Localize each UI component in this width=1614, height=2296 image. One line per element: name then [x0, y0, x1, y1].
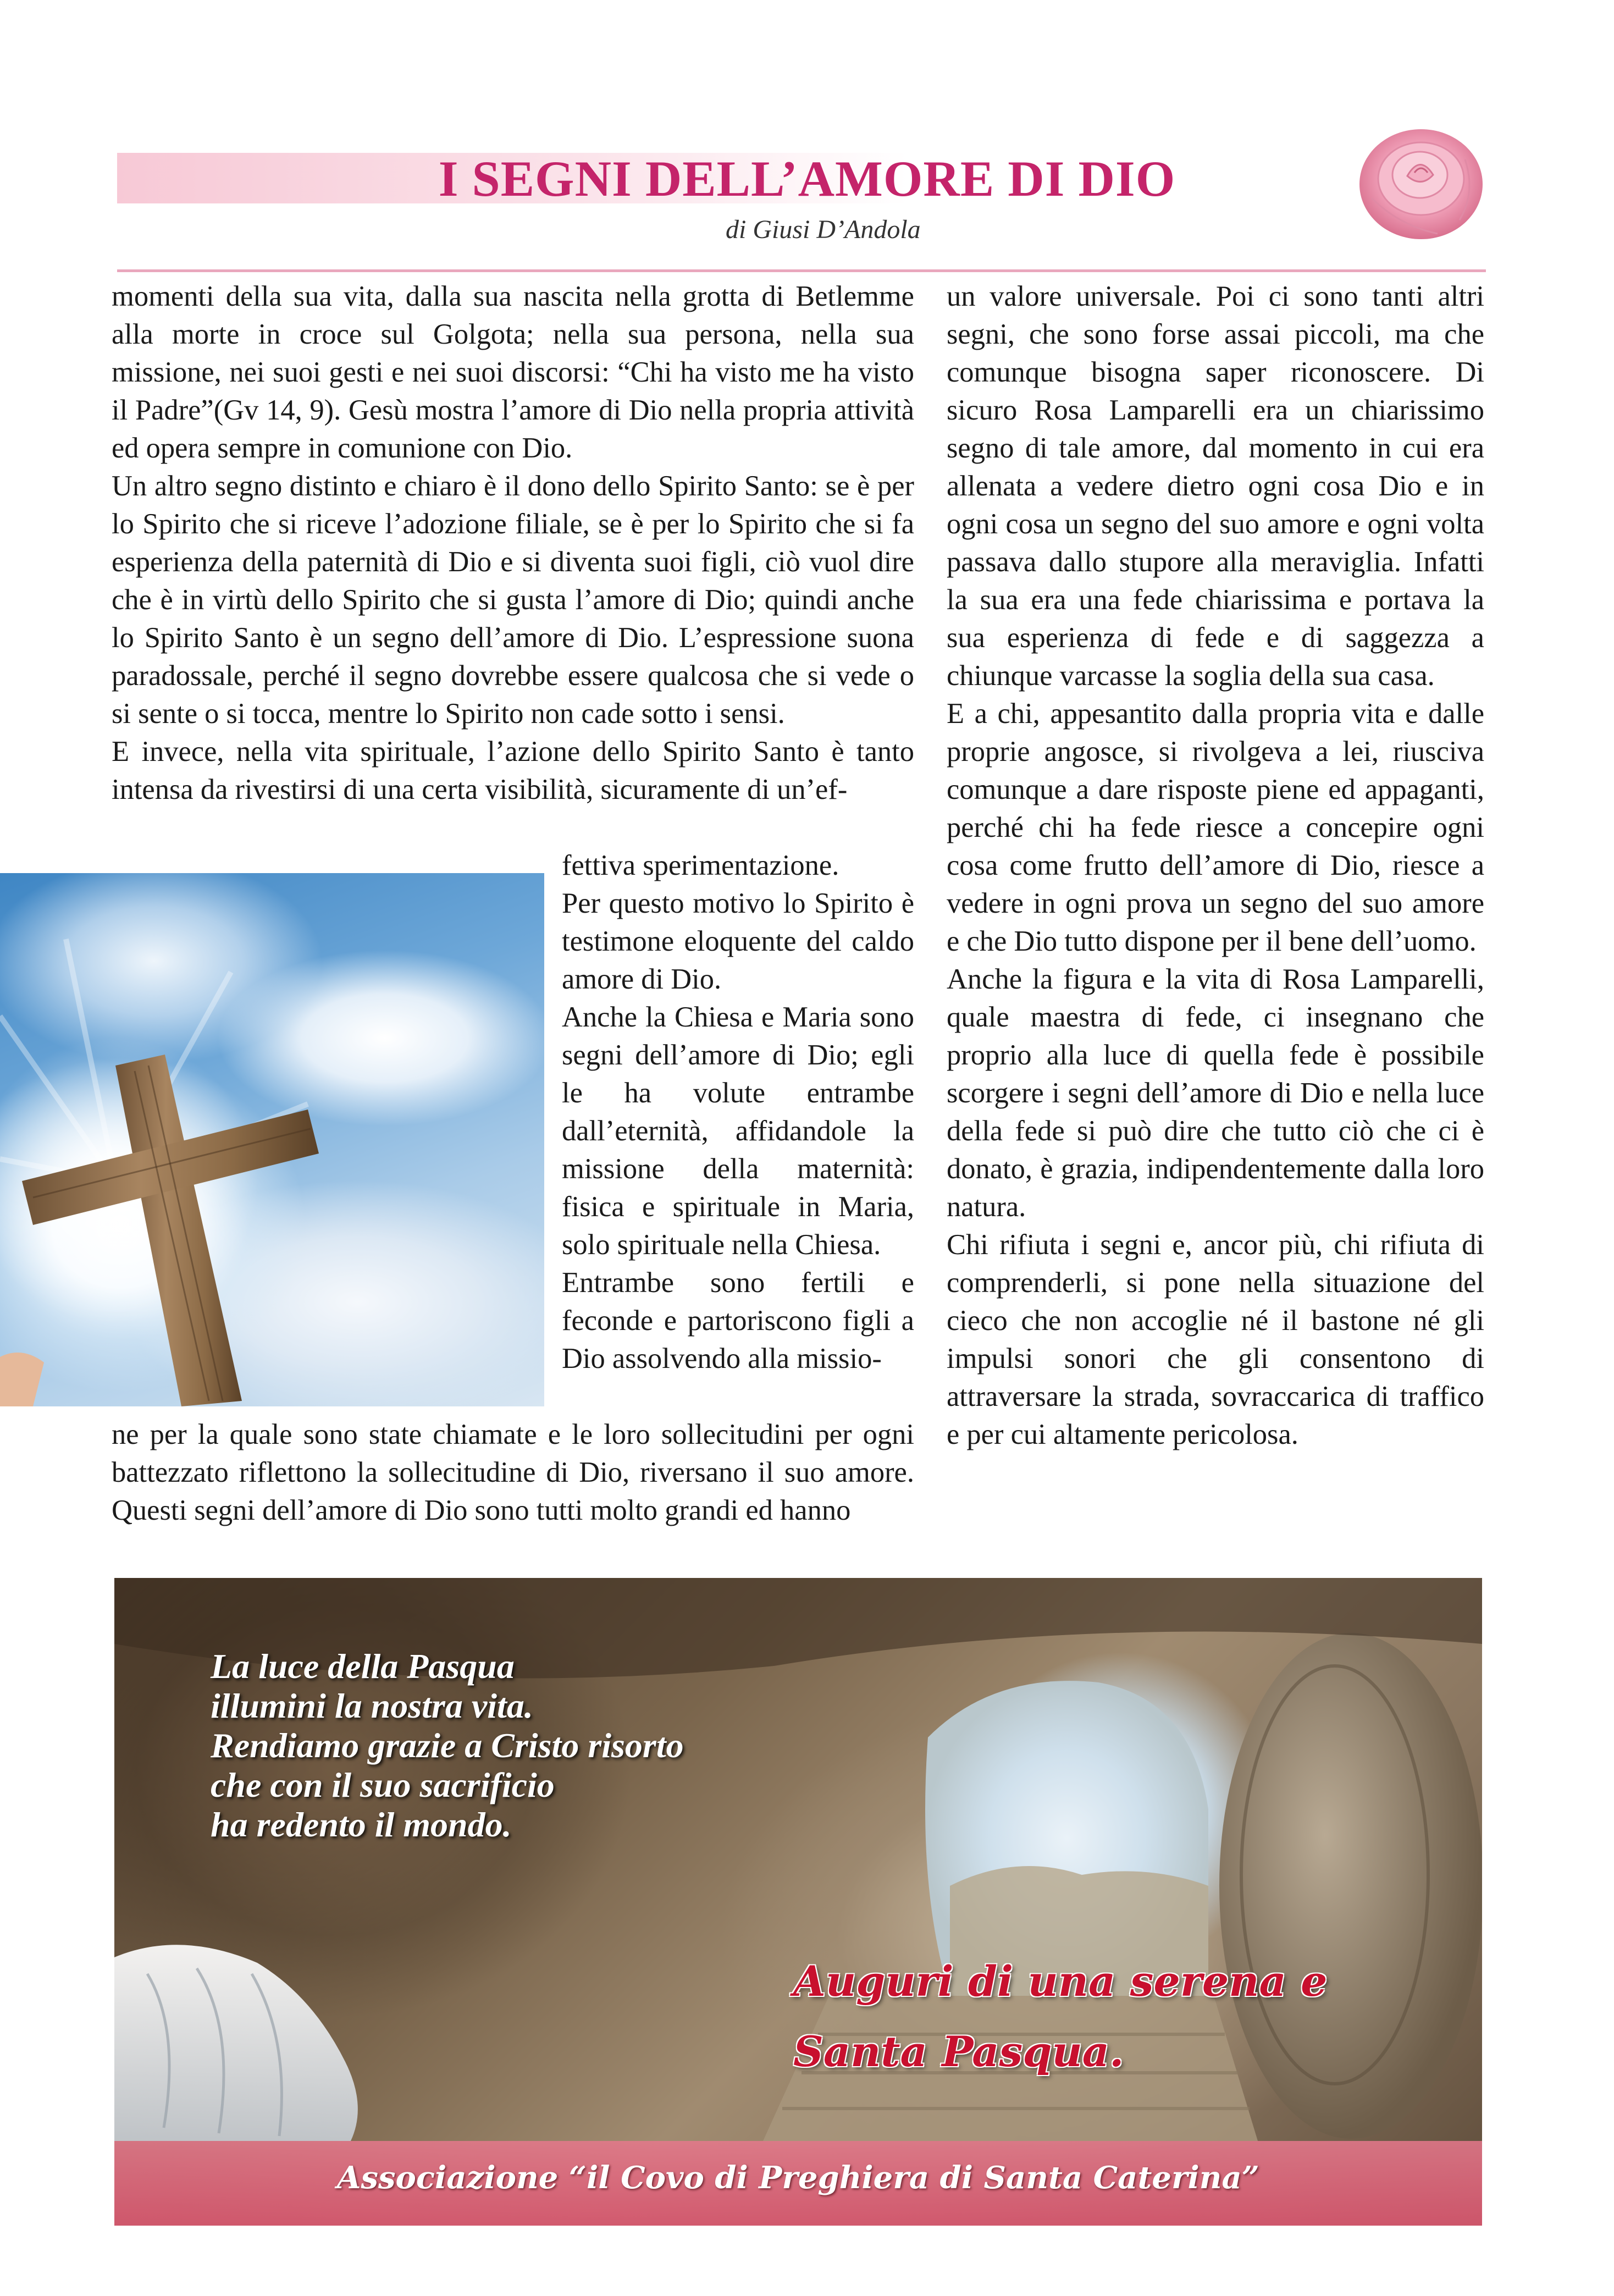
article-left-mid	[562, 847, 914, 1378]
paragraph: un valore universale. Poi ci sono tanti altri segni, che sono forse assai piccoli, ma che comunque bisogna saper riconoscere. Di sicuro Rosa Lamparelli era un chiarissimo segno di tale amore, dal momento in cui era allenata a vedere dietro ogni cosa Dio e in ogni cosa un segno del suo amore e ogni volta passava dallo stupore alla meraviglia. Infatti la sua era una fede chiarissima e portava la sua esperienza di fede e di saggezza a chiunque varcasse la soglia della sua casa.	[947, 280, 1484, 692]
paragraph: ne per la quale sono state chiamate e le loro sollecitudini per ogni battezzato riflettono la sollecitudine di Dio, riversano il suo amore. Questi segni dell’amore di Dio sono tutti molto grandi ed hanno	[112, 1419, 914, 1526]
article-left-top	[112, 278, 914, 809]
easter-banner	[114, 1578, 1482, 2226]
paragraph: E a chi, appesantito dalla propria vita e dalle proprie angosce, si rivolgeva a lei, riusciva comunque a dare risposte piene ed appaganti, perché chi ha fede riesce a concepire ogni cosa come frutto dell’amore di Dio, riesce a vedere in ogni prova un segno del suo amore e che Dio tutto dispone per il bene dell’uomo.	[947, 698, 1484, 957]
greeting-line: Santa Pasqua.	[793, 2027, 1124, 2076]
author-byline: di Giusi D’Andola	[726, 215, 921, 244]
greeting-line: Auguri di una serena e	[793, 1957, 1328, 2006]
paragraph: Per questo motivo lo Spirito è testimone eloquente del caldo amore di Dio.	[562, 887, 914, 995]
rose-icon	[1355, 115, 1487, 247]
verse-line: Rendiamo grazie a Cristo risorto	[211, 1726, 684, 1765]
verse-line: illumini la nostra vita.	[211, 1686, 533, 1725]
paragraph: momenti della sua vita, dalla sua nascita nella grotta di Betlemme alla morte in croce sul Golgota; nella sua persona, nella sua missione, nei suoi gesti e nei suoi discorsi: “Chi ha visto me ha visto il Padre”(Gv 14, 9). Gesù mostra l’amore di Dio nella propria attività ed opera sempre in comunione con Dio.	[112, 280, 914, 464]
easter-greeting	[793, 1946, 1328, 2087]
paragraph: Chi rifiuta i segni e, ancor più, chi rifiuta di comprenderli, si pone nella situazione del cieco che non accoglie né il bastone né gli impulsi sonori che gli consentono di attraversare la strada, sovraccarica di traffico e per cui altamente pericolosa.	[947, 1229, 1484, 1450]
cross-photo	[0, 873, 544, 1406]
verse-line: La luce della Pasqua	[211, 1647, 515, 1686]
paragraph: Entrambe sono fertili e feconde e partoriscono figli a Dio assolvendo alla missio-	[562, 1267, 914, 1375]
article-right	[947, 278, 1484, 1454]
association-name: Associazione “il Covo di Preghiera di Santa Caterina”	[337, 2160, 1259, 2196]
verse-line: che con il suo sacrificio	[211, 1765, 555, 1804]
article-left-bottom	[112, 1416, 914, 1530]
paragraph: Un altro segno distinto e chiaro è il dono dello Spirito Santo: se è per lo Spirito che si riceve l’adozione filiale, se è per lo Spirito che si fa esperienza della paternità di Dio e si diventa suoi figli, ciò vuol dire che è in virtù dello Spirito che si gusta l’amore di Dio; quindi anche lo Spirito Santo è un segno dell’amore di Dio. L’espressione suona paradossale, perché il segno dovrebbe essere qualcosa che si vede o si sente o si tocca, mentre lo Spirito non cade sotto i sensi.	[112, 470, 914, 730]
header-rule	[117, 269, 1486, 272]
banner-verse	[211, 1647, 684, 1845]
paragraph: Anche la Chiesa e Maria sono segni dell’amore di Dio; egli le ha volute entrambe dall’eternità, affidandole la missione della maternità: fisica e spirituale in Maria, solo spirituale nella Chiesa.	[562, 1001, 914, 1261]
cross-icon	[0, 873, 544, 1406]
paragraph: E invece, nella vita spirituale, l’azione dello Spirito Santo è tanto intensa da rivestirsi di una certa visibilità, sicuramente di un’ef-	[112, 736, 914, 805]
page-title: I SEGNI DELL’AMORE DI DIO	[438, 151, 1176, 207]
verse-line: ha redento il mondo.	[211, 1805, 512, 1844]
paragraph: Anche la figura e la vita di Rosa Lamparelli, quale maestra di fede, ci insegnano che proprio alla luce di quella fede è possibile scorgere i segni dell’amore di Dio e nella luce della fede si può dire che tutto ciò che ci è donato, è grazia, indipendentemente dalla loro natura.	[947, 963, 1484, 1223]
paragraph: fettiva sperimentazione.	[562, 849, 839, 881]
